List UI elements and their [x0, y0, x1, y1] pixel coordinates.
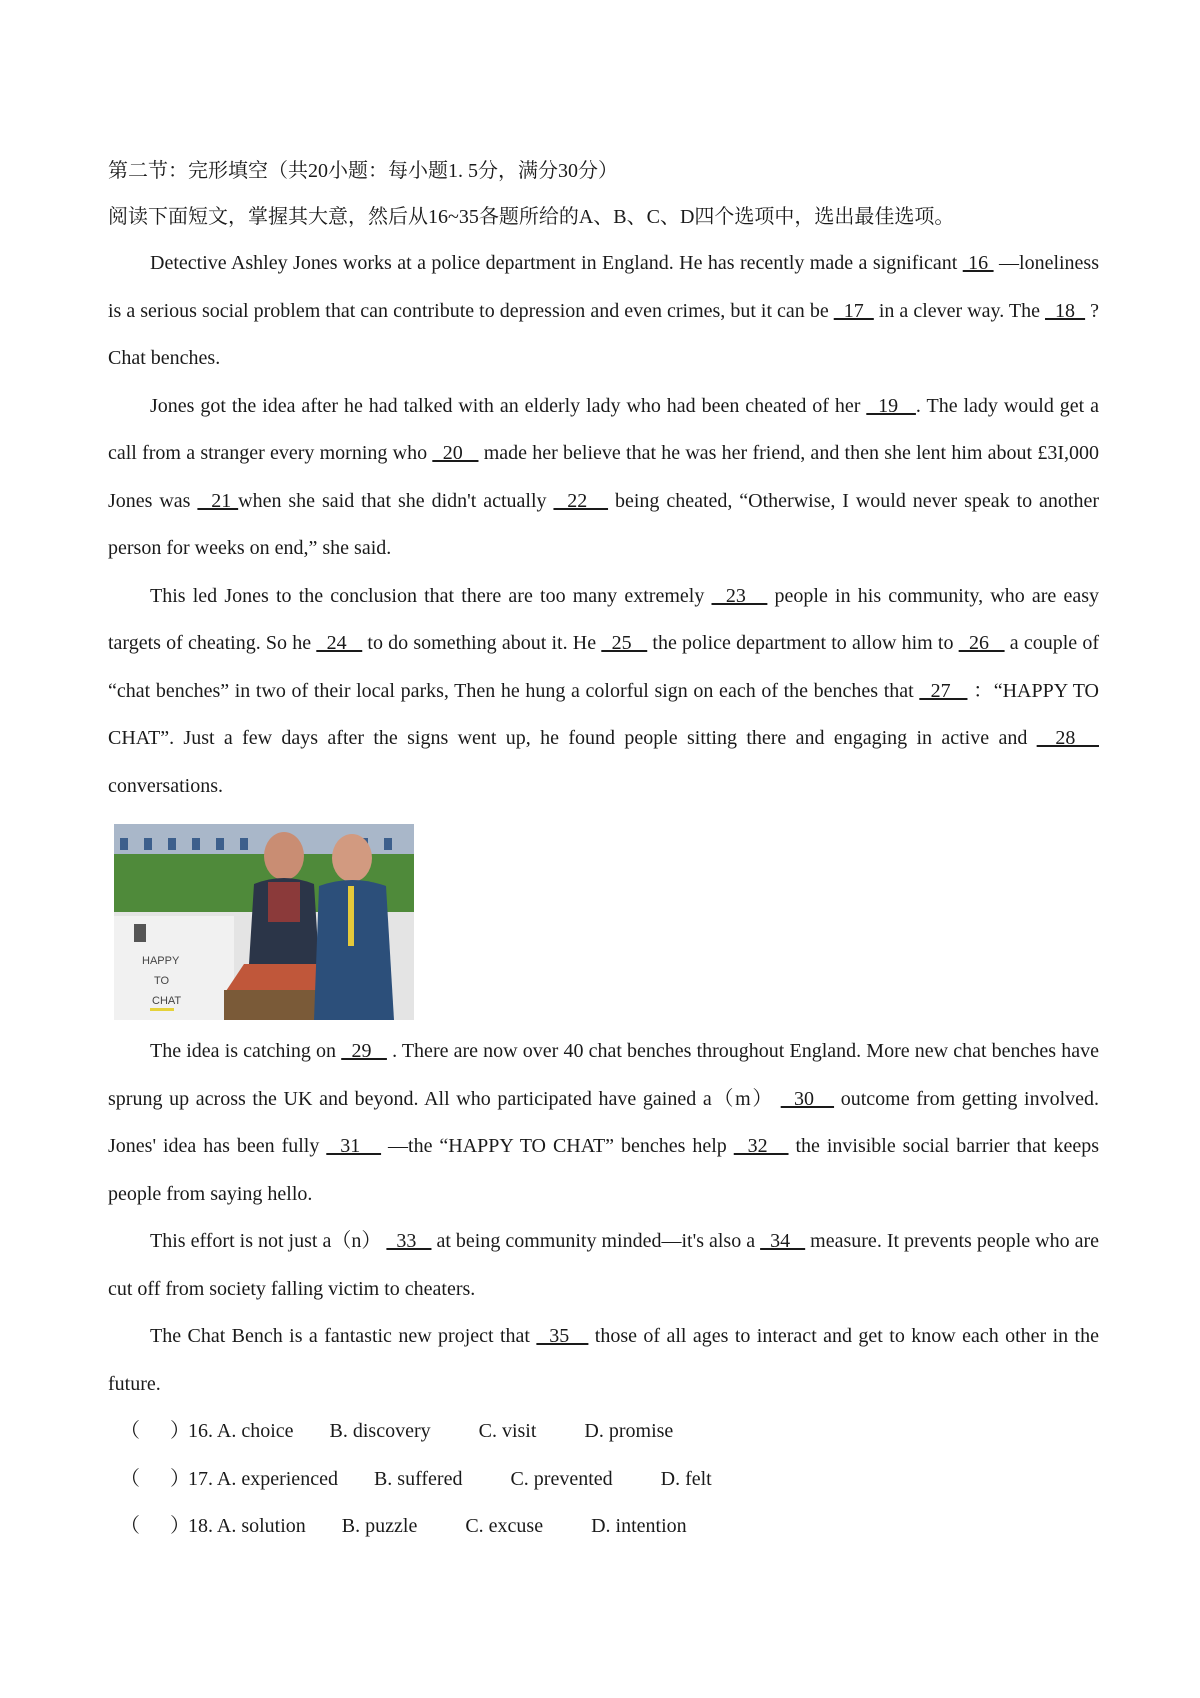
answer-blank[interactable]: 31 — [326, 1135, 382, 1157]
answer-blank[interactable]: 16 — [962, 252, 994, 274]
answer-blank[interactable]: 23 — [711, 584, 768, 607]
answer-blank[interactable]: 32 — [733, 1135, 789, 1157]
option-question: 18. A. solution — [188, 1515, 306, 1537]
paragraph-2 — [108, 383, 1099, 573]
option-b: B. discovery — [329, 1420, 431, 1442]
answer-blank[interactable]: 17 — [833, 299, 874, 322]
answer-blank[interactable]: 24 — [316, 632, 363, 654]
section-title: 第二节：完形填空（共20小题：每小题1. 5分，满分30分） — [108, 160, 618, 182]
paragraph-4 — [108, 1028, 1099, 1218]
paragraph-text: Detective Ashley Jones works at a police department in England. He has recently made a significant — [150, 252, 963, 274]
option-d: D. promise — [584, 1420, 674, 1442]
answer-blank[interactable]: 21 — [197, 489, 239, 512]
answer-blank[interactable]: 30 — [780, 1087, 835, 1110]
section-instruction: 阅读下面短文，掌握其大意，然后从16~35各题所给的A、B、C、D四个选项中，选出最佳选项。 — [108, 206, 955, 228]
answer-bracket[interactable]: （ ） — [120, 1420, 190, 1442]
answer-bracket[interactable]: （ ） — [120, 1467, 190, 1490]
answer-blank[interactable]: 20 — [432, 442, 479, 464]
answer-blank[interactable]: 29 — [341, 1040, 387, 1062]
paragraph-text: —loneliness is a serious social problem that can contribute to depression and even crimes, but it can be — [108, 252, 1099, 322]
option-d: D. felt — [660, 1467, 712, 1490]
paragraph-text: conversations. — [108, 774, 223, 797]
paragraph-text: . The lady would get a call from a stranger every morning who — [108, 394, 1100, 464]
answer-blank[interactable]: 28 — [1036, 727, 1099, 749]
paragraph-text: This led Jones to the conclusion that there are too many extremely — [150, 584, 712, 607]
option-b: B. suffered — [373, 1467, 463, 1490]
option-question: 16. A. choice — [188, 1420, 294, 1442]
options-list — [108, 1408, 1099, 1551]
paragraph-text: measure. It prevents people who are cut off from society falling victim to cheaters. — [108, 1230, 1100, 1300]
paragraph-text: when she said that she didn't actually — [238, 489, 554, 512]
paragraph-6 — [108, 1313, 1099, 1408]
paragraph-text: to do something about it. He — [362, 632, 602, 654]
paragraph-text: being cheated, “Otherwise, I would never speak to another person for weeks on end,” she said. — [108, 489, 1100, 559]
option-row-17 — [108, 1456, 1099, 1504]
paragraph-text: the police department to allow him to — [647, 632, 959, 654]
paragraph-1 — [108, 240, 1099, 383]
paragraph-text: people in his community, who are easy targets of cheating. So he — [108, 584, 1100, 654]
sign-line-3: CHAT — [152, 995, 182, 1007]
answer-blank[interactable]: 18 — [1045, 299, 1086, 322]
answer-blank[interactable]: 33 — [386, 1230, 432, 1252]
document-page — [108, 148, 1099, 1551]
answer-blank[interactable]: 35 — [536, 1325, 589, 1347]
paragraph-text: —the “HAPPY TO CHAT” benches help — [381, 1135, 734, 1157]
answer-blank[interactable]: 19 — [866, 394, 916, 417]
paragraph-text: at being community minded—it's also a — [431, 1230, 761, 1252]
option-c: C. excuse — [465, 1515, 544, 1537]
answer-blank[interactable]: 27 — [919, 679, 968, 702]
paragraph-text: The Chat Bench is a fantastic new project that — [150, 1325, 537, 1347]
answer-blank[interactable]: 25 — [601, 632, 648, 654]
paragraph-text: This effort is not just a（n） — [150, 1230, 387, 1252]
paragraph-3 — [108, 573, 1099, 811]
paragraph-text: a couple of “chat benches” in two of their local parks, Then he hung a colorful sign on each of the benches that — [108, 632, 1100, 702]
option-c: C. prevented — [510, 1467, 613, 1490]
answer-blank[interactable]: 22 — [553, 489, 609, 512]
paragraph-text: those of all ages to interact and get to know each other in the future. — [108, 1325, 1099, 1395]
chat-bench-photo — [114, 824, 414, 1020]
option-row-18 — [108, 1503, 1099, 1551]
paragraph-text: . There are now over 40 chat benches throughout England. More new chat benches have sprung up across the UK and beyond. All who participated have gained a（m） — [108, 1040, 1099, 1110]
paragraph-text: the invisible social barrier that keeps people from saying hello. — [108, 1135, 1100, 1205]
sign-line-2: TO — [154, 975, 170, 987]
answer-blank[interactable]: 26 — [958, 632, 1005, 654]
option-d: D. intention — [591, 1515, 687, 1537]
option-b: B. puzzle — [341, 1515, 418, 1537]
paragraph-text: ? Chat benches. — [108, 299, 1099, 369]
paragraph-text: ：“HAPPY TO CHAT”. Just a few days after the signs went up, he found people sitting there and engaging in active and — [108, 679, 1099, 749]
paragraph-text: outcome from getting involved. Jones' idea has been fully — [108, 1087, 1100, 1157]
option-c: C. visit — [478, 1420, 537, 1442]
answer-blank[interactable]: 34 — [760, 1230, 806, 1252]
answer-bracket[interactable]: （ ） — [120, 1515, 190, 1537]
paragraph-text: The idea is catching on — [150, 1040, 342, 1062]
paragraph-text: made her believe that he was her friend, and then she lent him about £3I,000 Jones was — [108, 442, 1100, 512]
paragraph-text: Jones got the idea after he had talked with an elderly lady who had been cheated of her — [150, 394, 867, 417]
option-row-16 — [108, 1408, 1099, 1456]
paragraph-text: in a clever way. The — [873, 299, 1045, 322]
paragraph-5 — [108, 1218, 1099, 1313]
option-question: 17. A. experienced — [188, 1467, 338, 1490]
sign-line-1: HAPPY — [142, 955, 180, 967]
